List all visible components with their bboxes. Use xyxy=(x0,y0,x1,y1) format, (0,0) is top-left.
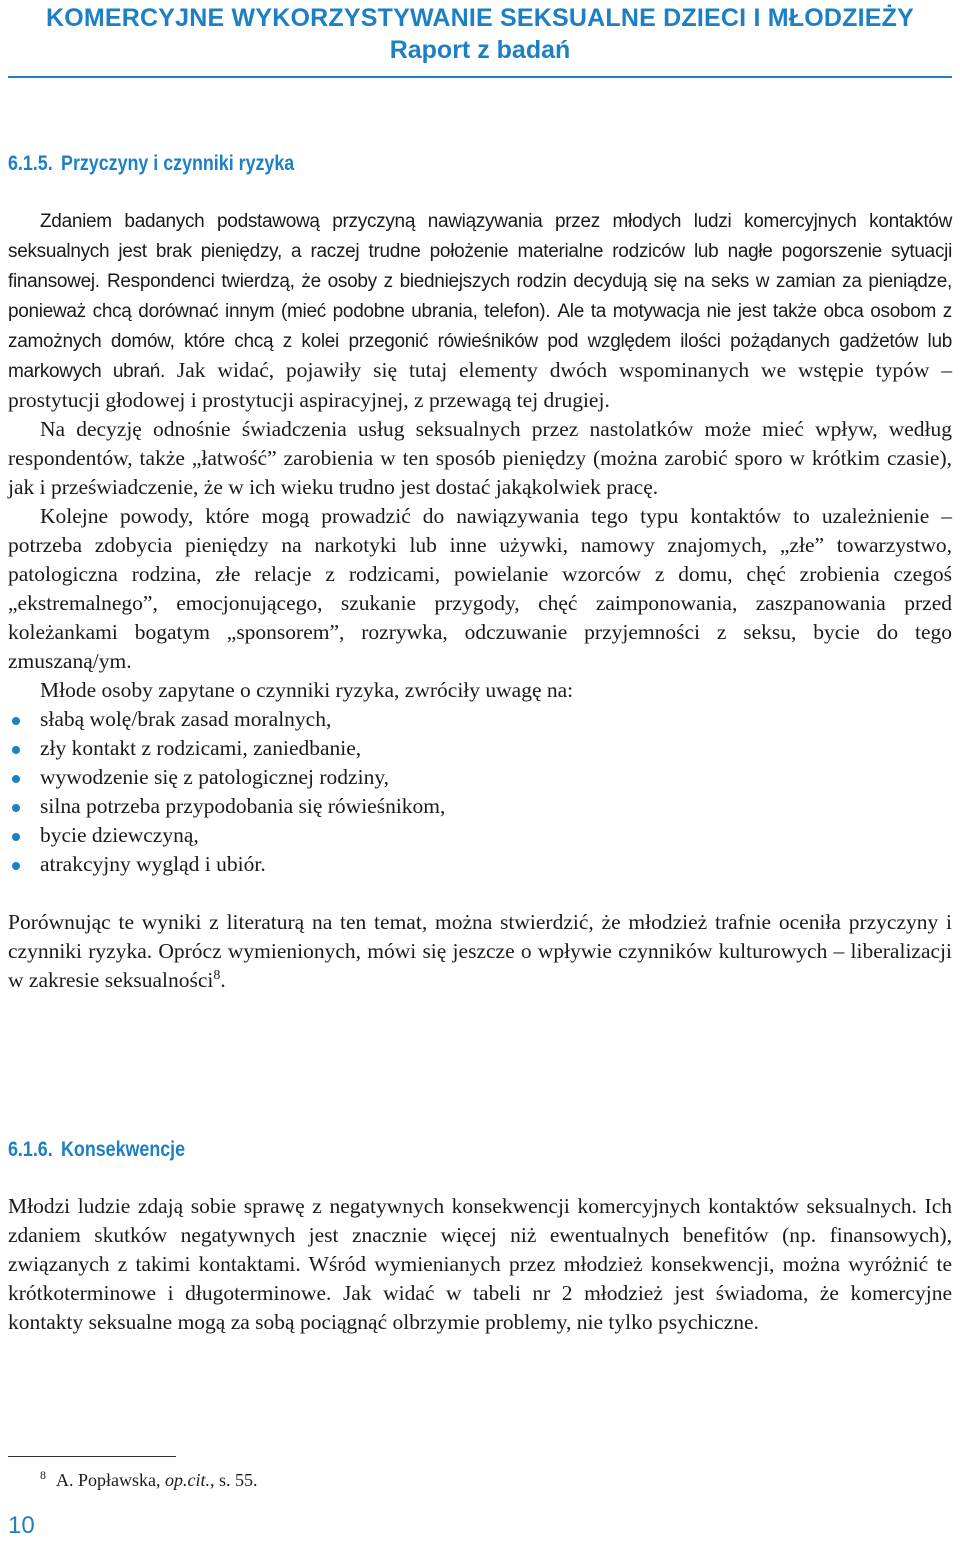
page-number: 10 xyxy=(8,1512,35,1539)
paragraph-lead: Zdaniem badanych podstawową przyczyną nawiązywania przez młodych ludzi komercyjnych kontaktów seksualnych jest brak pieniędzy, a raczej trudne położenie materialne rodziców lub nagłe pogorszenie sytuacji finansowej. xyxy=(8,211,952,292)
footnote-rule xyxy=(8,1456,176,1457)
section-heading-causes xyxy=(8,152,294,176)
paragraph xyxy=(8,206,952,415)
paragraph-sentence: Respondenci twierdzą, że osoby z biedniejszych rodzin decydują się na seks w zamian za pieniądze, ponieważ chcą dorównać innym (mieć podobne ubrania, telefon). xyxy=(8,271,953,322)
footnote-author: A. Popławska, xyxy=(56,1470,161,1490)
footnote xyxy=(40,1470,258,1491)
section-title: Przyczyny i czynniki ryzyka xyxy=(61,152,295,175)
list-item: słabą wolę/brak zasad moralnych, xyxy=(8,705,952,734)
section-body-consequences xyxy=(8,1192,952,1337)
section-body-causes xyxy=(8,206,952,995)
header-subtitle: Raport z badań xyxy=(389,36,571,64)
paragraph: Młodzi ludzie zdają sobie sprawę z negatywnych konsekwencji komercyjnych kontaktów seksualnych. Ich zdaniem skutków negatywnych jest znacznie więcej niż ewentualnych benefitów (np. finansowych), związanych z takimi kontaktami. Wśród wymienianych przez młodzież konsekwencji, można wyróżnić te krótkoterminowe i długoterminowe. Jak widać w tabeli nr 2 młodzież jest świadoma, że komercyjne kontakty seksualne mogą za sobą pociągnąć olbrzymie problemy, nie tylko psychiczne. xyxy=(8,1194,952,1334)
paragraph-sentence: Jak widać, pojawiły się tutaj elementy dwóch wspominanych we wstępie typów – prostytucji głodowej i prostytucji aspiracyjnej, z przewagą tej drugiej. xyxy=(8,358,952,412)
paragraph-sentence: Ale ta motywacja nie jest także obca osobom z zamożnych domów, które chcą z kolei przegonić rówieśników pod względem ilości pożądanych gadżetów lub markowych ubrań. xyxy=(8,301,953,382)
header-rule xyxy=(8,76,952,78)
header-title: KOMERCYJNE WYKORZYSTYWANIE SEKSUALNE DZIECI I MŁODZIEŻY xyxy=(46,4,914,32)
paragraph-text: Porównując te wyniki z literaturą na ten temat, można stwierdzić, że młodzież trafnie oceniła przyczyny i czynniki ryzyka. Oprócz wymienionych, mówi się jeszcze o wpływie czynników kulturowych – liberalizacji w zakresie seksualności xyxy=(8,910,952,992)
section-heading-consequences xyxy=(8,1138,185,1162)
list-item: bycie dziewczyną, xyxy=(8,821,952,850)
paragraph: Kolejne powody, które mogą prowadzić do nawiązywania tego typu kontaktów to uzależnienie – potrzeba zdobycia pieniędzy na narkotyki lub inne używki, namowy znajomych, „złe” towarzystwo, patologiczna rodzina, złe relacje z rodzicami, powielanie wzorców z domu, chęć zrobienia czegoś „ekstremalnego”, emocjonującego, szukanie przygody, chęć zaimponowania, zaszpanowania przed koleżankami bogatym „sponsorem”, rozrywka, odczuwanie przyjemności z seksu, bycie do tego zmuszaną/ym. xyxy=(8,504,952,673)
section-title: Konsekwencje xyxy=(61,1138,186,1161)
list-item: zły kontakt z rodzicami, zaniedbanie, xyxy=(8,734,952,763)
paragraph: Na decyzję odnośnie świadczenia usług seksualnych przez nastolatków może mieć wpływ, według respondentów, także „łatwość” zarobienia w ten sposób pieniędzy (można zarobić sporo w krótkim czasie), jak i przeświadczenie, że w ich wieku trudno jest dostać jakąkolwiek pracę. xyxy=(8,417,952,499)
risk-factor-list xyxy=(8,705,952,879)
paragraph xyxy=(8,908,952,995)
footnote-mark: 8 xyxy=(40,1468,46,1482)
list-item: silna potrzeba przypodobania się rówieśnikom, xyxy=(8,792,952,821)
list-item: wywodzenie się z patologicznej rodziny, xyxy=(8,763,952,792)
footnote-ref[interactable]: 8 xyxy=(213,967,221,983)
section-number: 6.1.5. xyxy=(8,152,53,175)
paragraph-end: . xyxy=(220,968,226,992)
paragraph: Młode osoby zapytane o czynniki ryzyka, zwróciły uwagę na: xyxy=(40,678,574,702)
section-number: 6.1.6. xyxy=(8,1138,53,1161)
footnote-pages: , s. 55. xyxy=(210,1470,258,1490)
list-item: atrakcyjny wygląd i ubiór. xyxy=(8,850,952,879)
footnote-ref: op.cit. xyxy=(165,1470,210,1490)
